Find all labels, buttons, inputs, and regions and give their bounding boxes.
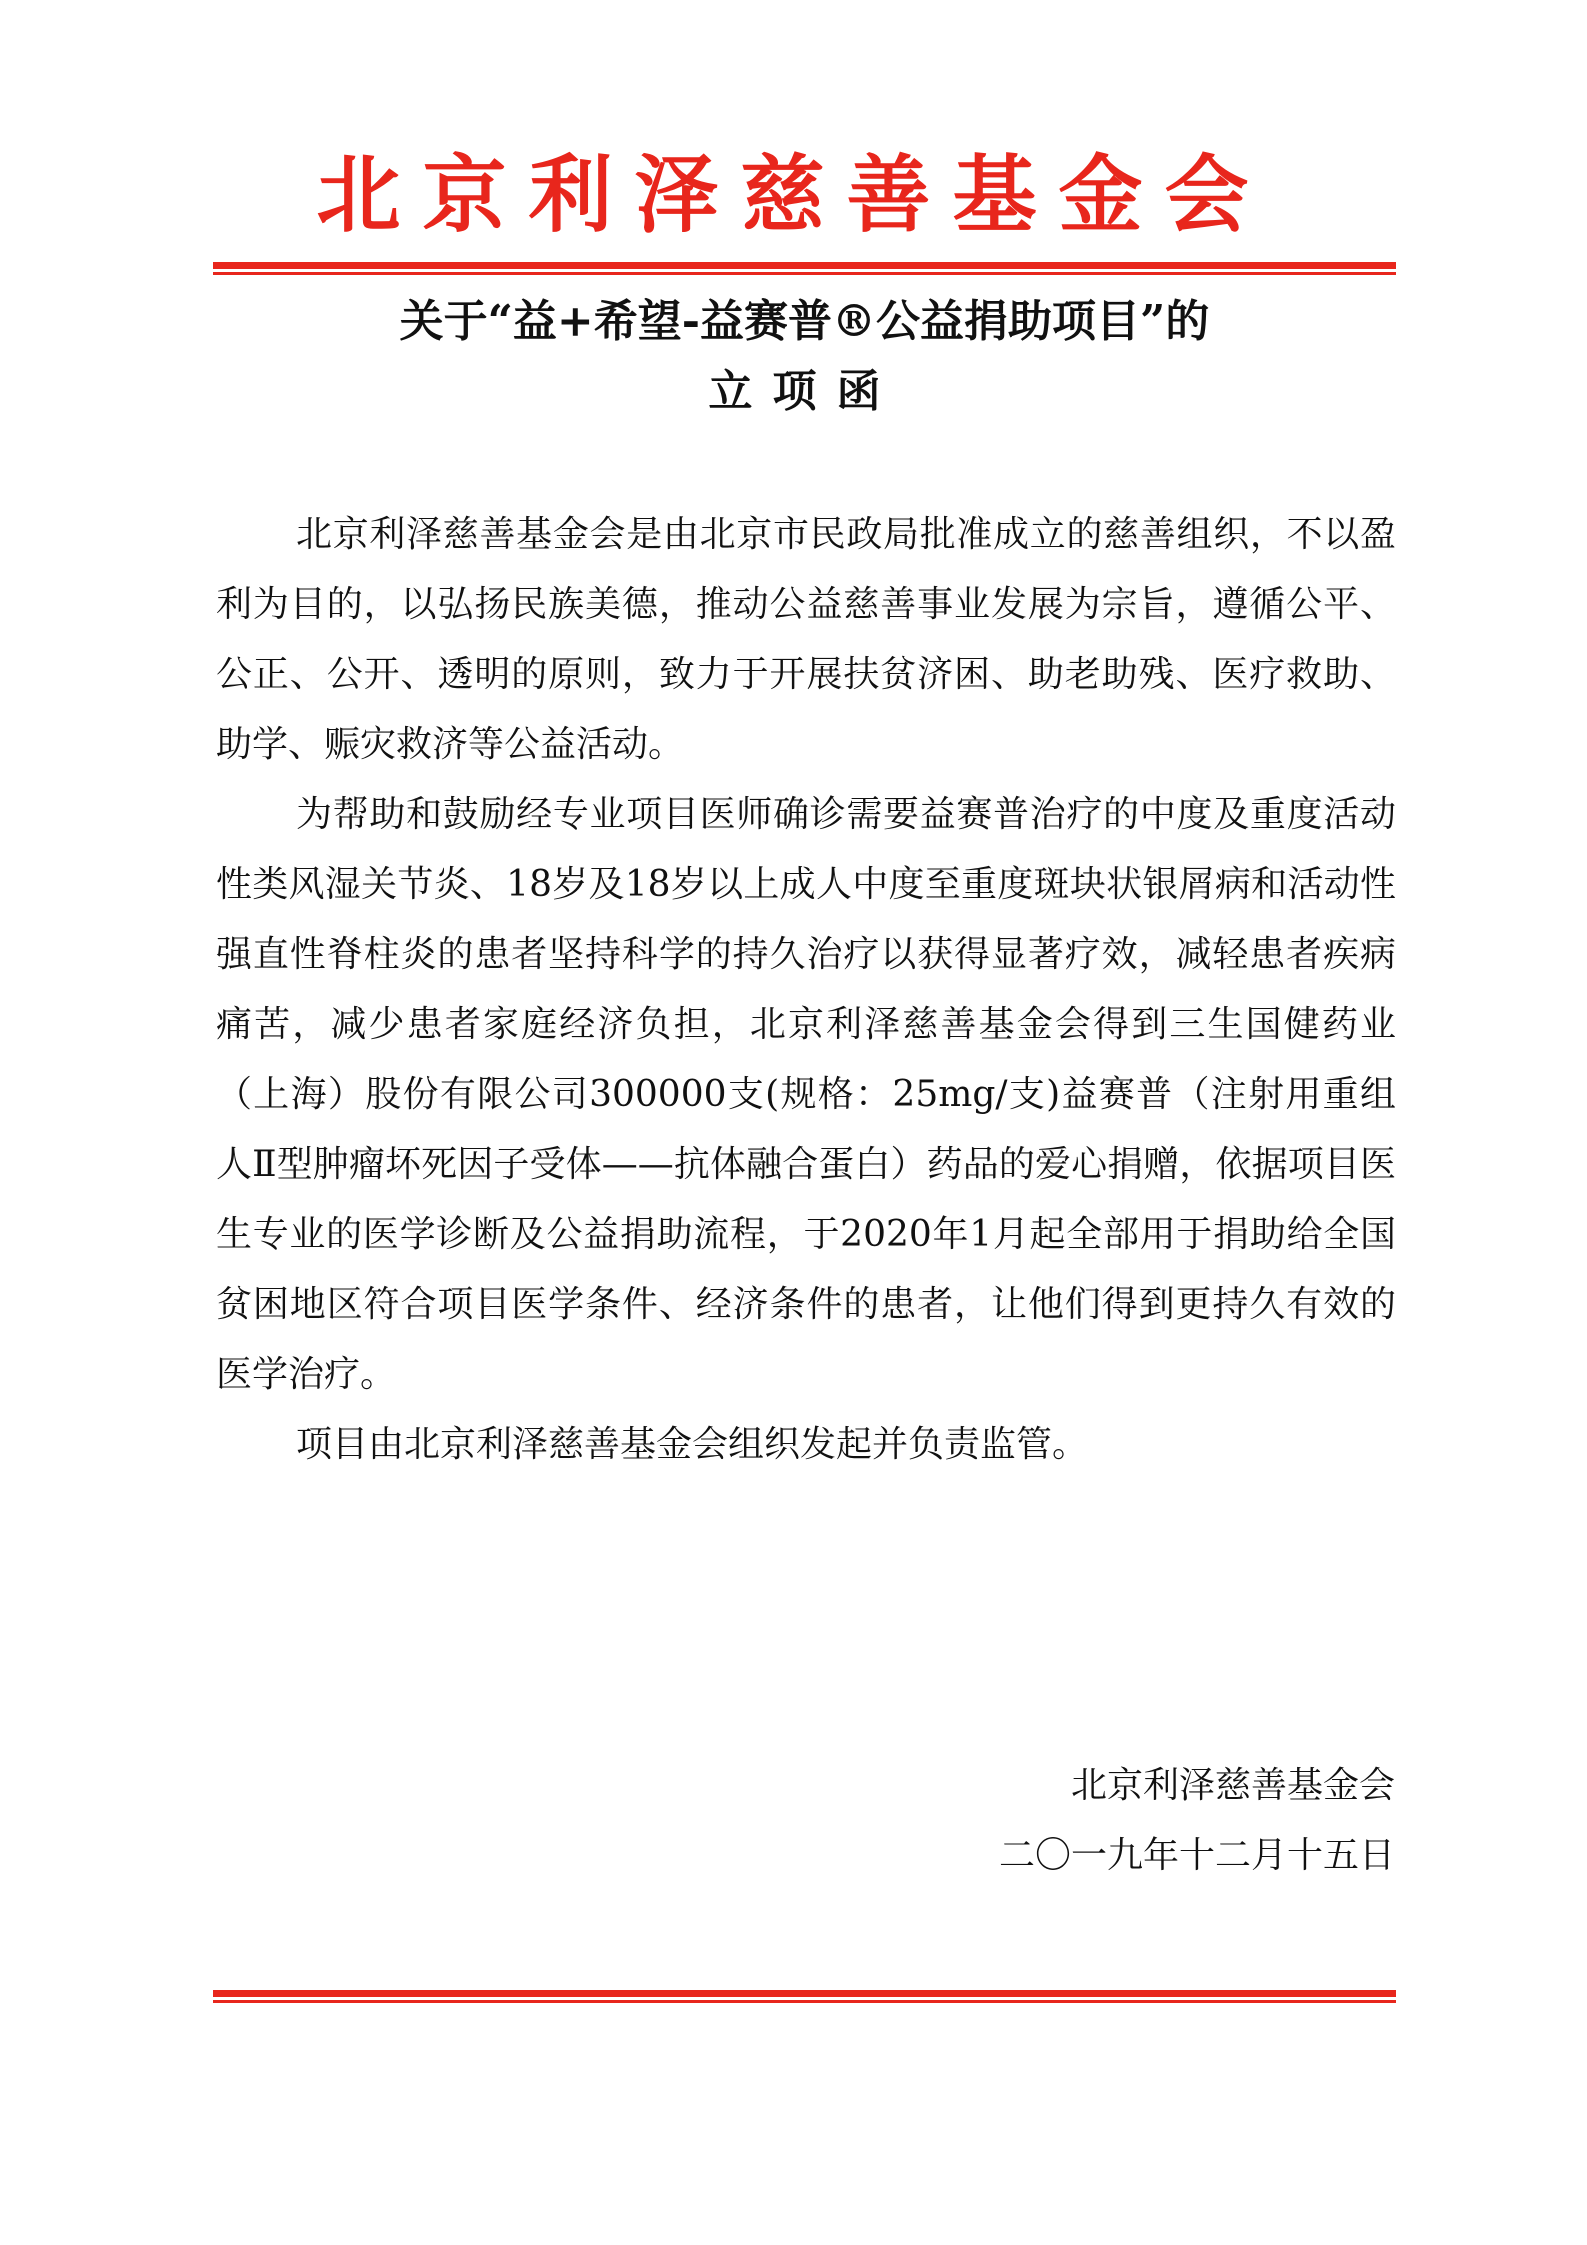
body-paragraph-2: 为帮助和鼓励经专业项目医师确诊需要益赛普治疗的中度及重度活动性类风湿关节炎、18岁及18岁以上成人中度至重度斑块状银屑病和活动性强直性脊柱炎的患者坚持科学的持久治疗以获得显著疗效，减轻患者疾病痛苦，减少患者家庭经济负担，北京利泽慈善基金会得到三生国健药业（上海）股份有限公司300000支(规格：25mg/支)益赛普（注射用重组人Ⅱ型肿瘤坏死因子受体——抗体融合蛋白）药品的爱心捐赠，依据项目医生专业的医学诊断及公益捐助流程，于2020年1月起全部用于捐助给全国贫困地区符合项目医学条件、经济条件的患者，让他们得到更持久有效的医学治疗。 [216,794,1396,1395]
signature-organization: 北京利泽慈善基金会 [1070,1765,1395,1806]
footer-divider [213,1990,1396,2003]
body-paragraph-1: 北京利泽慈善基金会是由北京市民政局批准成立的慈善组织，不以盈利为目的，以弘扬民族美德，推动公益慈善事业发展为宗旨，遵循公平、公正、公开、透明的原则，致力于开展扶贫济困、助老助残、医疗救助、助学、赈灾救济等公益活动。 [216,514,1396,765]
letter-body [216,500,1396,1480]
divider-thick-line [213,262,1396,269]
document-title-line-2: 立项函 [708,366,901,417]
document-title-line-1: 关于“益+希望-益赛普®公益捐助项目”的 [399,296,1210,347]
signature-date: 二〇一九年十二月十五日 [998,1835,1395,1876]
divider-thick-line [213,1990,1396,1997]
letterhead-organization-name: 北京利泽慈善基金会 [316,146,1271,244]
letterhead-divider [213,262,1396,275]
divider-thin-line [213,272,1396,275]
body-paragraph-3: 项目由北京利泽慈善基金会组织发起并负责监管。 [296,1424,1089,1465]
divider-thin-line [213,2000,1396,2003]
